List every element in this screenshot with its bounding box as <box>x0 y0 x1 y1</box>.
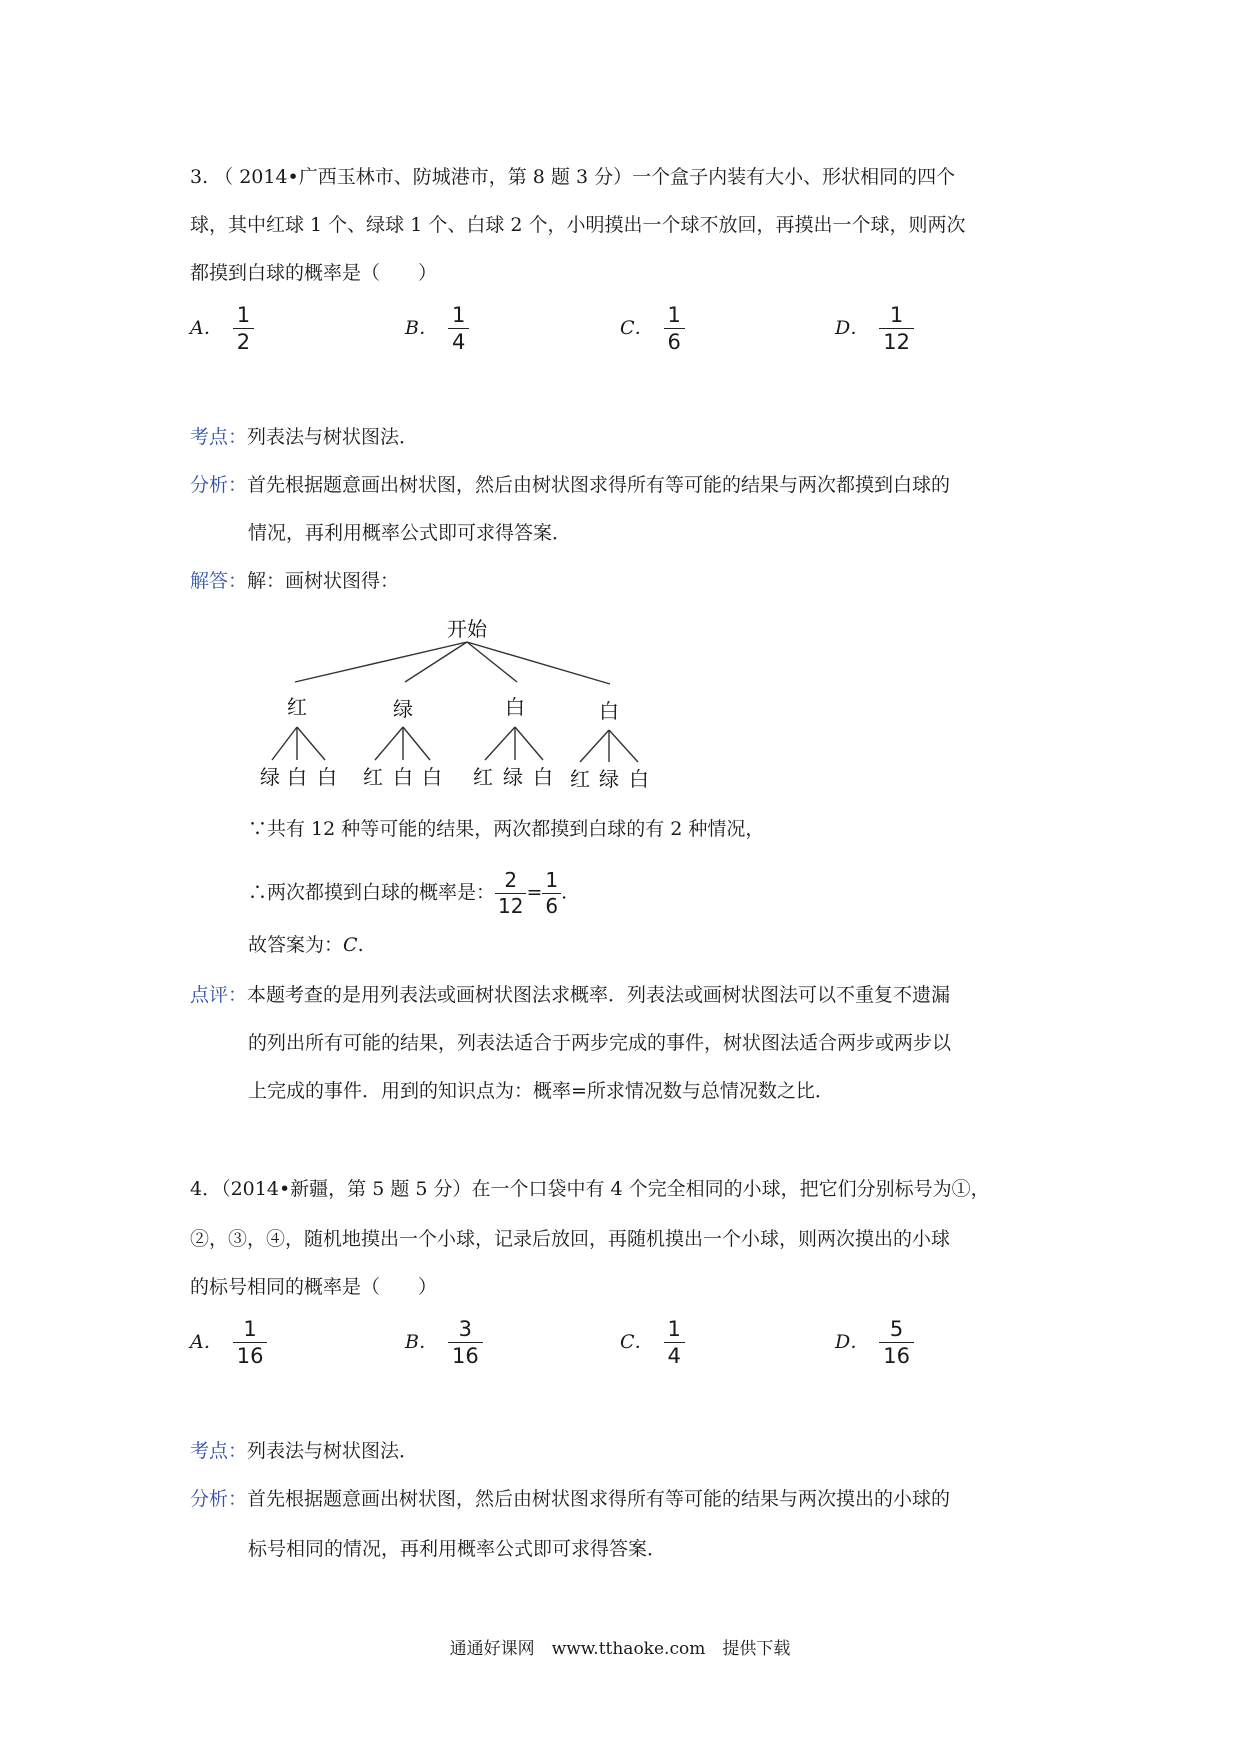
option-letter: A． <box>190 317 223 340</box>
answer-suffix: . <box>357 934 364 956</box>
option-letter: B． <box>405 317 438 340</box>
kaodian-label: 考点： <box>190 1440 248 1462</box>
q3-fenxi-line-2: 情况，再利用概率公式即可求得答案． <box>248 522 572 544</box>
kaodian-text: 列表法与树状图法． <box>247 426 419 448</box>
therefore-prefix: ∴两次都摸到白球的概率是： <box>248 881 496 904</box>
q4-fenxi-line-2: 标号相同的情况，再利用概率公式即可求得答案． <box>248 1538 667 1560</box>
option-letter: D． <box>835 1331 870 1354</box>
answer-prefix: 故答案为： <box>248 934 344 956</box>
q4-option-b <box>405 1318 483 1367</box>
numerator: 1 <box>236 303 251 327</box>
option-letter: C． <box>620 1331 654 1354</box>
q4-stem-line-2: ②，③，④，随机地摸出一个小球，记录后放回，再随机摸出一个小球，则两次摸出的小球 <box>190 1228 951 1250</box>
q4-fenxi <box>190 1490 950 1509</box>
q3-dianping-line-2: 的列出所有可能的结果，列表法适合于两步完成的事件，树状图法适合两步或两步以 <box>248 1032 952 1054</box>
q4-option-a <box>190 1318 267 1367</box>
q3-because: ∵共有 12 种等可能的结果，两次都摸到白球的有 2 种情况， <box>248 818 765 840</box>
denominator: 2 <box>233 328 254 353</box>
dianping-text: 本题考查的是用列表法或画树状图法求概率．列表法或画树状图法可以不重复不遗漏 <box>247 984 951 1006</box>
tree-leaf: 绿 <box>599 767 619 791</box>
kaodian-label: 考点： <box>190 426 248 448</box>
fenxi-text: 首先根据题意画出树状图，然后由树状图求得所有等可能的结果与两次摸出的小球的 <box>247 1488 951 1510</box>
tree-leaf: 绿 <box>260 765 280 789</box>
option-fraction <box>879 304 914 353</box>
denominator: 12 <box>879 328 914 353</box>
q3-stem-line-2: 球，其中红球 1 个、绿球 1 个、白球 2 个，小明摸出一个球不放回，再摸出一个球，则两次 <box>190 214 966 236</box>
edge-root-branch-4 <box>467 642 610 684</box>
numerator: 5 <box>889 1317 904 1341</box>
option-fraction <box>233 304 254 353</box>
tree-leaf: 白 <box>533 765 553 789</box>
option-fraction <box>448 1318 483 1367</box>
option-letter: A． <box>190 1331 223 1354</box>
denominator: 6 <box>542 893 561 917</box>
q3-option-a <box>190 304 254 353</box>
fraction-2-12 <box>495 870 526 917</box>
q3-fenxi <box>190 476 950 495</box>
answer-letter: C <box>343 934 358 956</box>
tree-root: 开始 <box>447 617 487 641</box>
tree-leaf: 白 <box>629 767 649 791</box>
page-footer: 通通好课网 www.tthaoke.com 提供下载 <box>449 1639 791 1659</box>
numerator: 1 <box>889 303 904 327</box>
q3-option-b <box>405 304 469 353</box>
tree-leaf: 白 <box>422 765 442 789</box>
edge-root-branch-2 <box>405 642 467 682</box>
q4-stem-line-1: 4．（2014•新疆，第 5 题 5 分）在一个口袋中有 4 个完全相同的小球，把它们分别标号为①， <box>190 1178 990 1200</box>
numerator: 1 <box>667 1317 681 1341</box>
tree-leaf: 白 <box>287 765 307 789</box>
fraction-1-6 <box>542 870 561 917</box>
numerator: 1 <box>667 303 681 327</box>
tree-branch-3: 白 <box>505 695 525 719</box>
tree-branch-1: 红 <box>287 695 307 719</box>
q3-stem-line-3: 都摸到白球的概率是（ ） <box>190 262 438 284</box>
dianping-label: 点评： <box>190 984 248 1006</box>
edge-root-branch-3 <box>467 642 517 682</box>
denominator: 16 <box>448 1342 483 1367</box>
q3-kaodian <box>190 428 418 447</box>
option-letter: B． <box>405 1331 438 1354</box>
denominator: 16 <box>879 1342 914 1367</box>
tree-leaf: 红 <box>570 767 590 791</box>
tree-leaf: 白 <box>393 765 413 789</box>
option-letter: D． <box>835 317 870 340</box>
numerator: 1 <box>243 1317 257 1341</box>
option-letter: C． <box>620 317 654 340</box>
q3-dianping <box>190 986 950 1005</box>
denominator: 16 <box>233 1342 268 1367</box>
option-fraction <box>664 304 685 353</box>
tree-branch-4: 白 <box>599 699 619 723</box>
q4-kaodian <box>190 1442 418 1461</box>
numerator: 1 <box>451 303 466 327</box>
q3-dianping-line-3: 上完成的事件．用到的知识点为：概率=所求情况数与总情况数之比． <box>248 1080 834 1102</box>
q3-stem-line-1: 3. （ 2014•广西玉林市、防城港市，第 8 题 3 分）一个盒子内装有大小、形状相同的四个 <box>190 166 956 188</box>
numerator: 2 <box>504 868 518 892</box>
numerator: 1 <box>545 868 559 892</box>
option-fraction <box>879 1318 914 1367</box>
fenxi-label: 分析： <box>190 474 248 496</box>
tree-branch-2: 绿 <box>393 697 413 721</box>
q4-option-c <box>620 1318 685 1367</box>
q3-therefore <box>248 870 567 917</box>
q3-jieda <box>190 572 399 591</box>
option-fraction <box>233 1318 268 1367</box>
option-fraction <box>448 304 469 353</box>
tree-diagram <box>245 612 665 792</box>
equals-sign: = <box>526 881 543 904</box>
numerator: 3 <box>458 1317 473 1341</box>
kaodian-text: 列表法与树状图法． <box>247 1440 419 1462</box>
fenxi-label: 分析： <box>190 1488 248 1510</box>
edge-root-branch-1 <box>295 642 467 682</box>
q3-option-c <box>620 304 685 353</box>
denominator: 12 <box>495 893 526 917</box>
q4-option-d <box>835 1318 914 1367</box>
period: . <box>561 881 568 904</box>
q3-answer <box>248 936 364 955</box>
tree-leaf: 红 <box>473 765 493 789</box>
denominator: 6 <box>664 328 685 353</box>
tree-leaf: 红 <box>363 765 383 789</box>
q4-stem-line-3: 的标号相同的概率是（ ） <box>190 1276 438 1298</box>
tree-leaf: 白 <box>317 765 337 789</box>
tree-leaf: 绿 <box>503 765 523 789</box>
denominator: 4 <box>664 1342 685 1367</box>
fenxi-text: 首先根据题意画出树状图，然后由树状图求得所有等可能的结果与两次都摸到白球的 <box>247 474 951 496</box>
denominator: 4 <box>448 328 469 353</box>
tree-edges <box>272 642 638 762</box>
jieda-label: 解答： <box>190 570 248 592</box>
option-fraction <box>664 1318 685 1367</box>
jieda-text: 解：画树状图得： <box>247 570 400 592</box>
q3-option-d <box>835 304 914 353</box>
